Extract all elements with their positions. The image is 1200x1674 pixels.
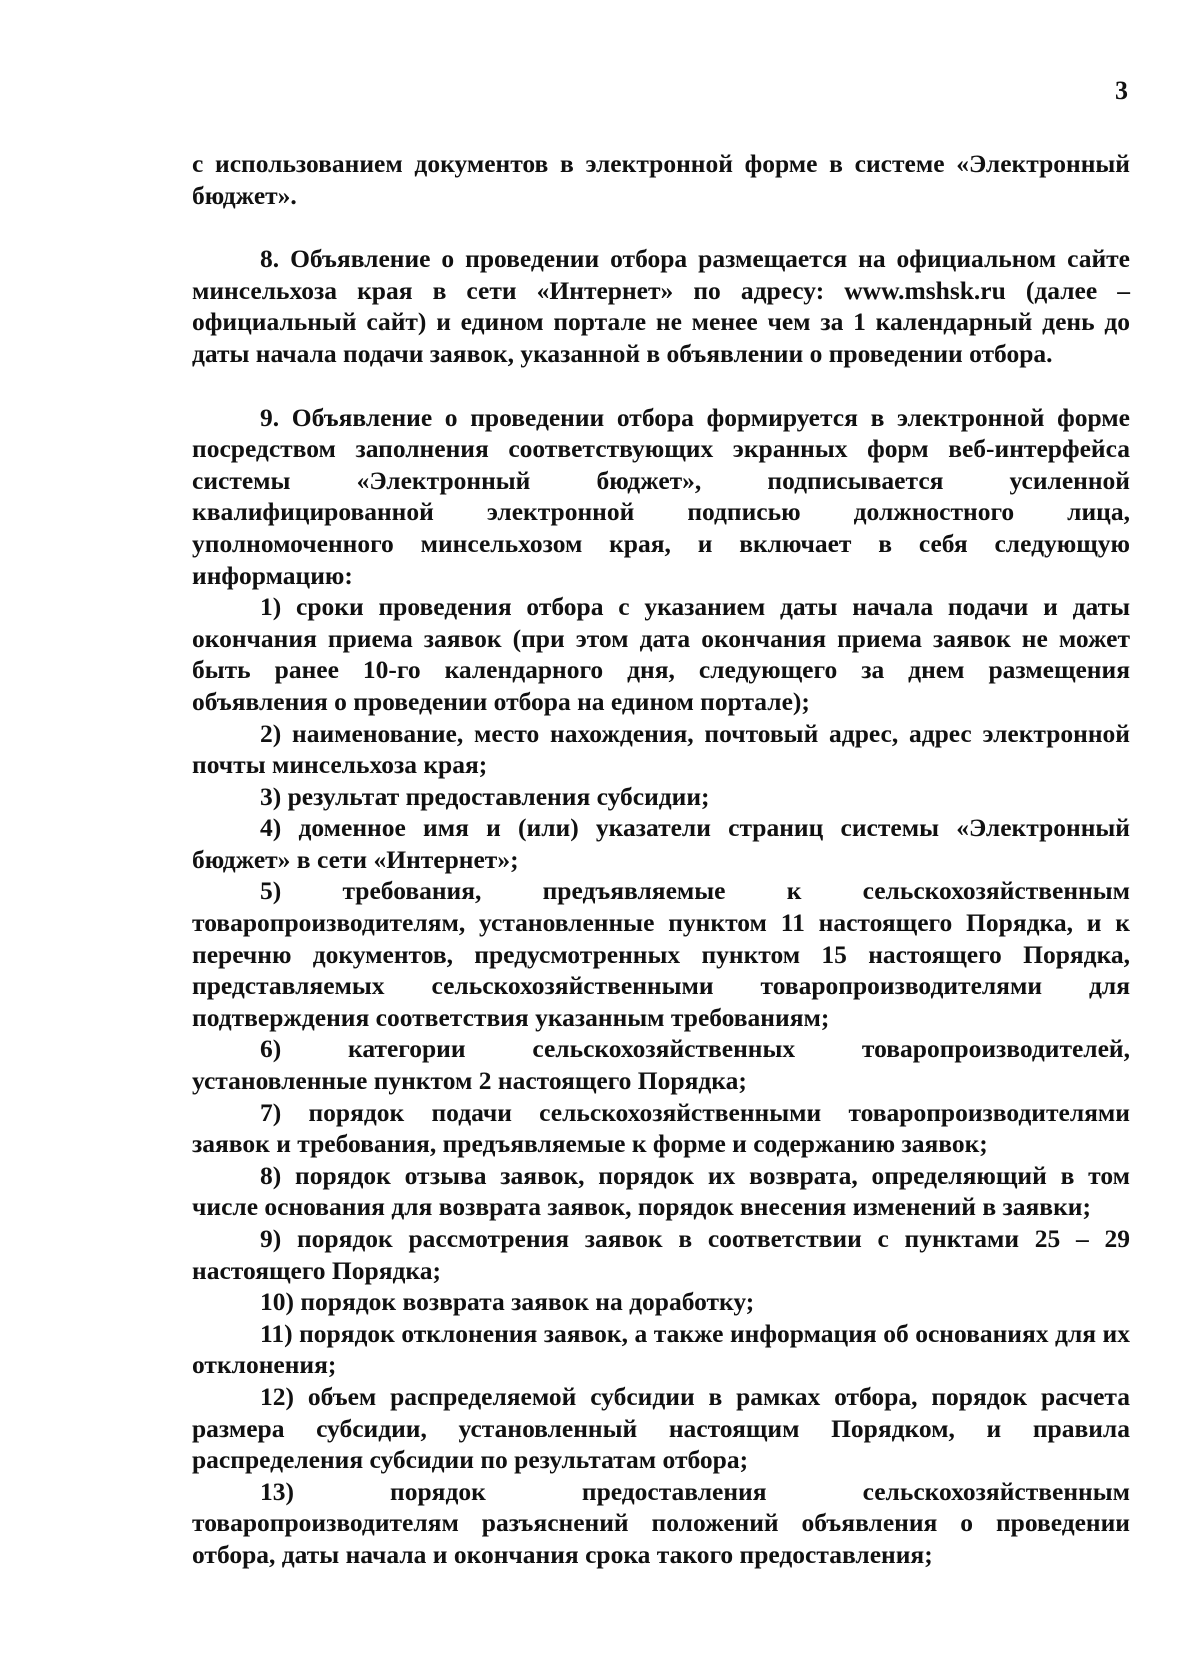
list-item: 5) требования, предъявляемые к сельскохозяйственным товаропроизводителям, установленные пунктом 11 настоящего Порядка, и к перечню документов, предусмотренных пунктом 15 настоящего Порядка, представляемых сельскохозяйственными товаропроизводителями для подтверждения соответствия указанным требованиям; [192,876,1130,1032]
section-9-intro: 9. Объявление о проведении отбора формируется в электронной форме посредством заполнения соответствующих экранных форм веб-интерфейса системы «Электронный бюджет», подписывается усиленной квалифицированной электронной подписью должностного лица, уполномоченного минсельхозом края, и включает в себя следующую информацию: [192,402,1130,590]
list-item: 12) объем распределяемой субсидии в рамках отбора, порядок расчета размера субсидии, установленный настоящим Порядком, и правила распределения субсидии по результатам отбора; [192,1381,1130,1475]
list-item: 1) сроки проведения отбора с указанием даты начала подачи и даты окончания приема заявок (при этом дата окончания приема заявок не может быть ранее 10-го календарного дня, следующего за днем размещения объявления о проведении отбора на едином портале); [192,592,1130,716]
document-body [192,148,1130,1571]
list-item: 7) порядок подачи сельскохозяйственными товаропроизводителями заявок и требования, предъявляемые к форме и содержанию заявок; [192,1097,1130,1159]
list-item: 3) результат предоставления субсидии; [260,781,710,811]
section-8-paragraph: 8. Объявление о проведении отбора размещается на официальном сайте минсельхоза края в сети «Интернет» по адресу: www.mshsk.ru (далее – официальный сайт) и едином портале не менее чем за 1 календарный день до даты начала подачи заявок, указанной в объявлении о проведении отбора. [192,244,1130,368]
list-item: 2) наименование, место нахождения, почтовый адрес, адрес электронной почты минсельхоза края; [192,718,1130,780]
list-item: 6) категории сельскохозяйственных товаропроизводителей, установленные пунктом 2 настоящего Порядка; [192,1034,1130,1096]
list-item: 9) порядок рассмотрения заявок в соответствии с пунктами 25 – 29 настоящего Порядка; [192,1224,1130,1285]
list-item: 4) доменное имя и (или) указатели страниц системы «Электронный бюджет» в сети «Интернет»; [192,813,1130,874]
list-item: 8) порядок отзыва заявок, порядок их возврата, определяющий в том числе основания для возврата заявок, порядок внесения изменений в заявки; [192,1160,1130,1222]
page-number: 3 [1115,76,1128,105]
list-item: 11) порядок отклонения заявок, а также информация об основаниях для их отклонения; [192,1318,1130,1380]
continuation-paragraph: с использованием документов в электронной форме в системе «Электронный бюджет». [192,149,1130,210]
list-item: 13) порядок предоставления сельскохозяйственным товаропроизводителям разъяснений положений объявления о проведении отбора, даты начала и окончания срока такого предоставления; [192,1476,1130,1569]
list-item: 10) порядок возврата заявок на доработку; [260,1287,755,1317]
